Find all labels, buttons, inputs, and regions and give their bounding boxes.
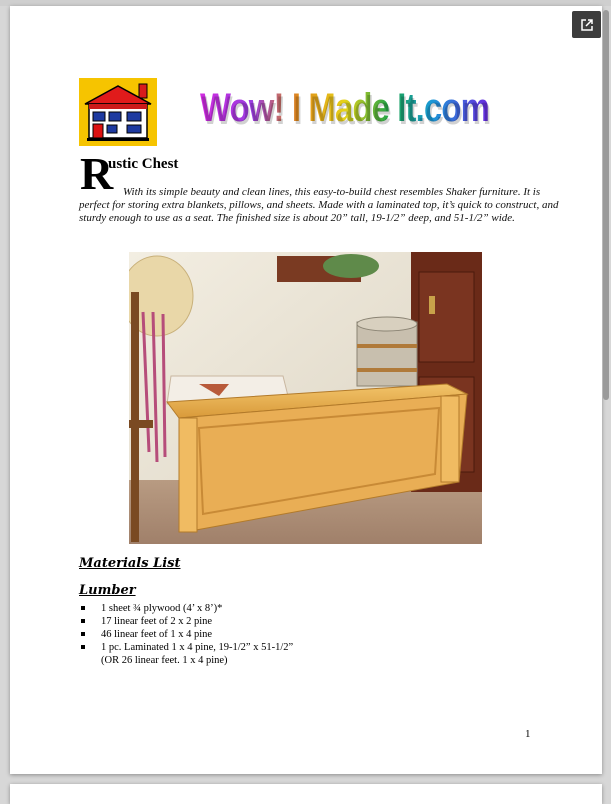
bullet-icon <box>81 645 85 649</box>
next-document-page <box>10 784 602 804</box>
lumber-heading: Lumber <box>79 583 136 598</box>
site-wordmark <box>200 86 489 136</box>
page-title: ustic Chest <box>108 156 179 172</box>
scrollbar[interactable] <box>603 10 609 400</box>
wordmark-text: Wow! I Made It.com <box>200 86 489 130</box>
list-item-note: (OR 26 linear feet. 1 x 4 pine) <box>101 655 228 666</box>
list-item-text: 17 linear feet of 2 x 2 pine <box>101 616 213 627</box>
list-item <box>79 602 293 615</box>
bullet-icon <box>81 619 85 623</box>
bullet-icon <box>81 606 85 610</box>
list-item-text: 1 sheet ¾ plywood (4’ x 8’)* <box>101 603 223 614</box>
house-logo-icon <box>79 78 157 146</box>
materials-list-heading: Materials List <box>79 556 181 571</box>
document-page <box>10 6 602 774</box>
title-dropcap: R <box>80 148 114 199</box>
list-item <box>79 615 293 628</box>
intro-paragraph: With its simple beauty and clean lines, this easy-to-build chest resembles Shaker furniture. It is perfect for storing extra blankets, pillows, and sheets. Made with a laminated top, it’s quick to construct, and sturdy enough to use as a seat. The finished size is about 20” tall, 19-1/2” deep, and 51-1/2” wide. <box>79 186 559 224</box>
rustic-chest-photo <box>129 252 482 544</box>
page-number: 1 <box>525 728 531 740</box>
list-item-text: 1 pc. Laminated 1 x 4 pine, 19-1/2” x 51-1/2” <box>101 642 294 653</box>
list-item-text: 46 linear feet of 1 x 4 pine <box>101 629 213 640</box>
lumber-list <box>79 602 293 667</box>
list-item <box>79 641 293 667</box>
list-item <box>79 628 293 641</box>
bullet-icon <box>81 632 85 636</box>
external-link-icon <box>580 18 594 32</box>
popout-button[interactable] <box>572 11 601 38</box>
